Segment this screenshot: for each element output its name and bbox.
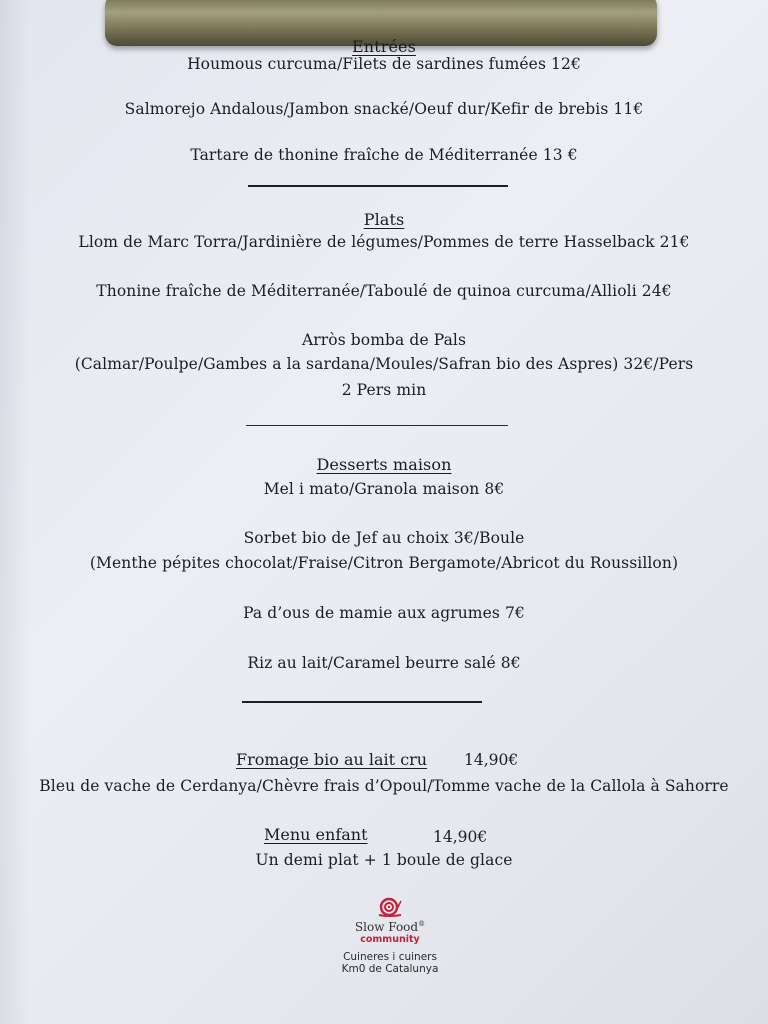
fromage-price: 14,90€ bbox=[464, 751, 519, 769]
plats-heading: Plats bbox=[363, 210, 405, 229]
plat-item-3-detail: (Calmar/Poulpe/Gambes a la sardana/Moules/Safran bio des Aspres) 32€/Pers bbox=[74, 355, 694, 373]
divider-1 bbox=[248, 185, 508, 187]
plat-item-3-note: 2 Pers min bbox=[341, 381, 427, 399]
slow-food-brand: Slow Food® bbox=[354, 920, 426, 934]
plat-item-3-title: Arròs bomba de Pals bbox=[301, 331, 467, 349]
slow-food-tagline: Cuineres i cuiners Km0 de Catalunya bbox=[341, 951, 439, 975]
dessert-item-2: Sorbet bio de Jef au choix 3€/Boule bbox=[243, 529, 525, 547]
slow-food-community: community bbox=[360, 934, 420, 945]
dessert-item-3: Pa d’ous de mamie aux agrumes 7€ bbox=[243, 604, 525, 622]
plat-item-1: Llom de Marc Torra/Jardinière de légumes/Pommes de terre Hasselback 21€ bbox=[78, 233, 690, 251]
snail-icon bbox=[375, 896, 405, 918]
entree-item-1: Houmous curcuma/Filets de sardines fumées 12€ bbox=[187, 55, 581, 73]
entree-item-3: Tartare de thonine fraîche de Méditerranée 13 € bbox=[190, 146, 578, 164]
menu-enfant-price: 14,90€ bbox=[433, 828, 488, 846]
dessert-item-1: Mel i mato/Granola maison 8€ bbox=[263, 480, 505, 498]
desserts-heading: Desserts maison bbox=[316, 455, 452, 474]
slow-food-logo bbox=[320, 896, 460, 975]
fromage-description: Bleu de vache de Cerdanya/Chèvre frais d’Opoul/Tomme vache de la Callola à Sahorre bbox=[39, 777, 729, 795]
entree-item-2: Salmorejo Andalous/Jambon snacké/Oeuf dur/Kefir de brebis 11€ bbox=[124, 100, 644, 118]
entrees-heading: Entrées bbox=[352, 37, 416, 56]
menu-enfant-heading: Menu enfant bbox=[264, 825, 368, 844]
dessert-item-2-detail: (Menthe pépites chocolat/Fraise/Citron Bergamote/Abricot du Roussillon) bbox=[89, 554, 679, 572]
divider-3 bbox=[242, 701, 482, 703]
plat-item-2: Thonine fraîche de Méditerranée/Taboulé de quinoa curcuma/Allioli 24€ bbox=[96, 282, 672, 300]
dessert-item-4: Riz au lait/Caramel beurre salé 8€ bbox=[247, 654, 521, 672]
fromage-heading: Fromage bio au lait cru bbox=[236, 750, 428, 769]
menu-enfant-description: Un demi plat + 1 boule de glace bbox=[255, 851, 513, 869]
divider-2 bbox=[246, 425, 508, 426]
